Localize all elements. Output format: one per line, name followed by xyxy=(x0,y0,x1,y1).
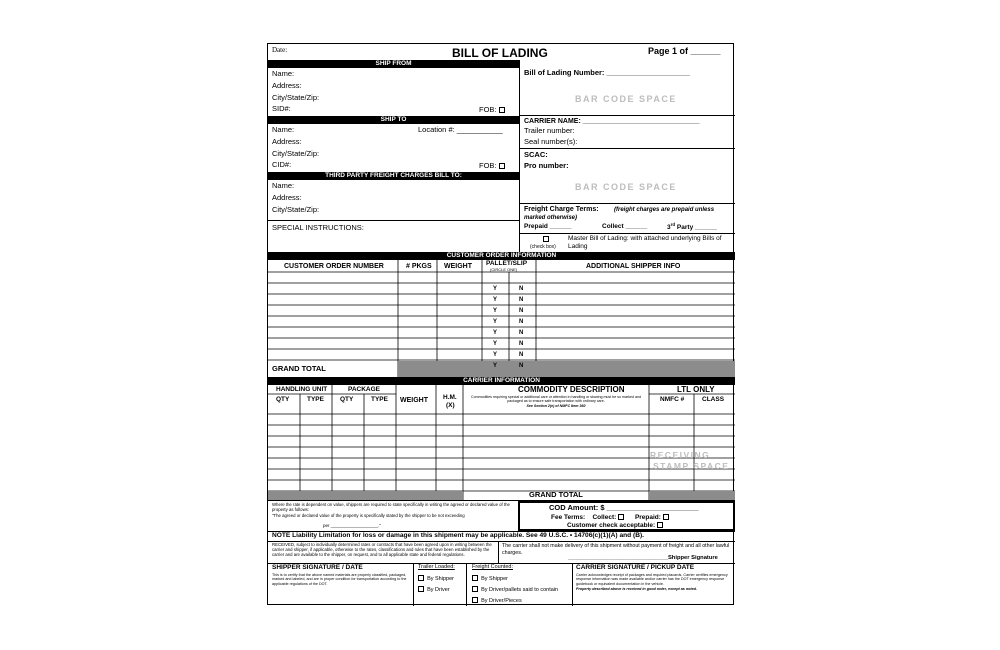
col-pallet-slip: PALLET/SLIP xyxy=(486,260,528,267)
col-class: CLASS xyxy=(702,396,725,403)
prepaid[interactable]: Prepaid ______ xyxy=(524,223,572,230)
page-label: Page 1 of ______ xyxy=(648,46,721,56)
fee-terms: Fee Terms: Collect: Prepaid: xyxy=(551,514,669,522)
bol-number[interactable]: Bill of Lading Number: ____________________ xyxy=(524,68,690,77)
value-per[interactable]: per ___________________." xyxy=(323,523,382,528)
seal-number[interactable]: Seal number(s): xyxy=(524,137,578,146)
customer-check: Customer check acceptable: xyxy=(567,522,663,530)
liability-note: NOTE Liability Limitation for loss or damage in this shipment may be applicable. See 49 U.S.C. • 14706(c)(1)(A) and (B). xyxy=(272,532,645,539)
counted-by-shipper: By Shipper xyxy=(472,575,508,583)
commodity-see: See Section 2(e) of NMFC Item 360 xyxy=(526,404,586,408)
divider xyxy=(519,115,735,116)
trailer-by-driver: By Driver xyxy=(418,586,450,594)
fob-checkbox[interactable] xyxy=(499,163,505,169)
third-party-address[interactable]: Address: xyxy=(272,193,302,202)
carrier-info-band: CARRIER INFORMATION xyxy=(268,377,735,385)
commodity-note: Commodities requiring special or additional care or attention in handling or stowing must be so marked and packaged as to ensure safe transportation with ordinary care. xyxy=(471,395,641,404)
ship-to-city[interactable]: City/State/Zip: xyxy=(272,149,320,158)
date-label: Date: xyxy=(272,46,288,54)
divider xyxy=(519,148,735,149)
col-qty: QTY xyxy=(276,396,290,403)
circle-yes[interactable]: Y xyxy=(493,352,498,358)
col-type: TYPE xyxy=(307,396,324,403)
bill-of-lading-form xyxy=(267,43,734,605)
col-customer-order-number: CUSTOMER ORDER NUMBER xyxy=(284,263,384,270)
ship-from-fob: FOB: xyxy=(479,106,505,114)
circle-yes[interactable]: Y xyxy=(493,330,498,336)
divider xyxy=(466,563,467,606)
circle-no[interactable]: N xyxy=(519,341,524,347)
ship-to-name[interactable]: Name: xyxy=(272,125,295,134)
circle-yes[interactable]: Y xyxy=(493,341,498,347)
col-pkgs: # PKGS xyxy=(406,263,432,270)
col-nmfc: NMFC # xyxy=(660,396,685,403)
col-hm-x: (X) xyxy=(446,402,455,409)
customer-order-band: CUSTOMER ORDER INFORMATION xyxy=(268,252,735,260)
circle-yes[interactable]: Y xyxy=(493,319,498,325)
col-weight: WEIGHT xyxy=(444,263,472,270)
handling-unit: HANDLING UNIT xyxy=(276,386,328,393)
barcode-space-2: BAR CODE SPACE xyxy=(575,182,677,192)
shipper-signature-date[interactable]: SHIPPER SIGNATURE / DATE xyxy=(272,564,363,571)
circle-no[interactable]: N xyxy=(519,308,524,314)
ship-to-fob: FOB: xyxy=(479,162,505,170)
checkbox[interactable] xyxy=(418,575,424,581)
circle-no[interactable]: N xyxy=(519,297,524,303)
circle-no[interactable]: N xyxy=(519,319,524,325)
ship-from-address[interactable]: Address: xyxy=(272,81,302,90)
collect-checkbox[interactable] xyxy=(618,514,624,520)
divider xyxy=(498,541,499,563)
carrier-grand-total: GRAND TOTAL xyxy=(529,490,583,499)
received-text: RECEIVED, subject to individually determined rates or contracts that have been agreed upon in writing between the carrier and shipper, if applicable, otherwise to the rates, classifications and rules that have been established by the carrier and are available to the shipper, on request, and to all applicable state and federal regulations. xyxy=(272,542,492,557)
pro-number[interactable]: Pro number: xyxy=(524,161,569,170)
prepaid-checkbox[interactable] xyxy=(663,514,669,520)
shipper-signature[interactable]: _______________________________Shipper Signature xyxy=(568,555,718,561)
delivery-text: The carrier shall not make delivery of this shipment without payment of freight and all other lawful charges. xyxy=(502,543,730,556)
circle-no[interactable]: N xyxy=(519,330,524,336)
checkbox[interactable] xyxy=(418,586,424,592)
master-bol-text: Master Bill of Lading: with attached underlying Bills of Lading xyxy=(568,235,722,250)
ltl-only: LTL ONLY xyxy=(677,385,715,394)
circle-yes[interactable]: Y xyxy=(493,286,498,292)
trailer-number[interactable]: Trailer number: xyxy=(524,126,575,135)
checkbox[interactable] xyxy=(472,597,478,603)
col-additional-shipper-info: ADDITIONAL SHIPPER INFO xyxy=(586,263,681,270)
fob-checkbox[interactable] xyxy=(499,107,505,113)
checkbox[interactable] xyxy=(472,586,478,592)
circle-one: (CIRCLE ONE) xyxy=(490,267,518,272)
freight-terms: Freight Charge Terms: xyxy=(524,206,599,213)
circle-no[interactable]: N xyxy=(519,286,524,292)
divider xyxy=(519,60,520,252)
freight-counted: Freight Counted: xyxy=(472,564,513,570)
check-box-label: (check box) xyxy=(530,244,556,250)
divider xyxy=(519,203,735,204)
cod-amount[interactable]: COD Amount: $ ______________________ xyxy=(549,503,699,512)
carrier-ack-text: Carrier acknowledges receipt of packages and required placards. Carrier certifies emergency response information was made available and/or carrier has the DOT emergency response guidebook or equivalent documentation in the vehicle. xyxy=(576,573,728,586)
ship-from-city[interactable]: City/State/Zip: xyxy=(272,93,320,102)
carrier-name[interactable]: CARRIER NAME: ______________________________ xyxy=(524,118,700,125)
counted-by-driver-pieces: By Driver/Pieces xyxy=(472,597,522,605)
shipper-certify-text: This is to certify that the above named materials are properly classified, packaged, marked and labeled, and are in proper condition for transportation according to the applicable regulations of the DOT. xyxy=(272,573,407,586)
collect[interactable]: Collect ______ xyxy=(602,223,648,230)
circle-yes[interactable]: Y xyxy=(493,363,498,369)
customer-check-checkbox[interactable] xyxy=(657,522,663,528)
circle-yes[interactable]: Y xyxy=(493,308,498,314)
checkbox[interactable] xyxy=(472,575,478,581)
col-hm: H.M. xyxy=(443,394,457,401)
ship-to-location[interactable]: Location #: ___________ xyxy=(418,125,503,134)
ship-to-address[interactable]: Address: xyxy=(272,137,302,146)
package: PACKAGE xyxy=(348,386,381,393)
circle-no[interactable]: N xyxy=(519,363,524,369)
special-instructions[interactable]: SPECIAL INSTRUCTIONS: xyxy=(272,223,364,232)
col-weight: WEIGHT xyxy=(400,397,428,404)
customer-grand-total: GRAND TOTAL xyxy=(272,364,326,373)
col-type-2: TYPE xyxy=(371,396,388,403)
counted-by-driver-pallets: By Driver/pallets said to contain xyxy=(472,586,558,594)
trailer-by-shipper: By Shipper xyxy=(418,575,454,583)
ship-from-band: SHIP FROM xyxy=(268,60,519,68)
form-title: BILL OF LADING xyxy=(452,46,548,60)
value-text-2: "The agreed or declared value of the property is specifically stated by the shipper to be not exceeding xyxy=(272,513,465,518)
third-party-terms[interactable]: 3rd Party ______ xyxy=(667,222,717,232)
col-commodity-description: COMMODITY DESCRIPTION xyxy=(518,385,625,394)
customer-order-grid xyxy=(268,260,735,377)
circle-yes[interactable]: Y xyxy=(493,297,498,303)
col-qty-2: QTY xyxy=(340,396,354,403)
third-party-city[interactable]: City/State/Zip: xyxy=(272,205,320,214)
freight-terms-note: (freight charges are prepaid unless marked otherwise) xyxy=(524,207,715,221)
ship-to-band: SHIP TO xyxy=(268,116,519,124)
carrier-good-order: Property described above is received in good order, except as noted. xyxy=(576,587,697,591)
barcode-space-1: BAR CODE SPACE xyxy=(575,94,677,104)
circle-no[interactable]: N xyxy=(519,352,524,358)
divider xyxy=(519,233,735,234)
divider xyxy=(413,563,414,606)
ship-from-sid[interactable]: SID#: xyxy=(272,104,291,113)
stamp-space: STAMP SPACE xyxy=(653,461,730,471)
third-party-name[interactable]: Name: xyxy=(272,181,295,190)
trailer-loaded: Trailer Loaded: xyxy=(418,564,455,570)
divider xyxy=(572,563,573,606)
receiving: RECEIVING xyxy=(650,450,711,460)
value-text: Where the rate is dependent on value, shippers are required to state specifically in writing the agreed or declared value of the property as follows: xyxy=(272,502,510,512)
scac[interactable]: SCAC: xyxy=(524,150,548,159)
divider xyxy=(268,220,519,221)
third-party-band: THIRD PARTY FREIGHT CHARGES BILL TO: xyxy=(268,172,519,180)
ship-to-cid[interactable]: CID#: xyxy=(272,160,292,169)
ship-from-name[interactable]: Name: xyxy=(272,69,295,78)
master-bol-checkbox[interactable] xyxy=(543,236,549,242)
carrier-signature-date[interactable]: CARRIER SIGNATURE / PICKUP DATE xyxy=(576,564,695,571)
